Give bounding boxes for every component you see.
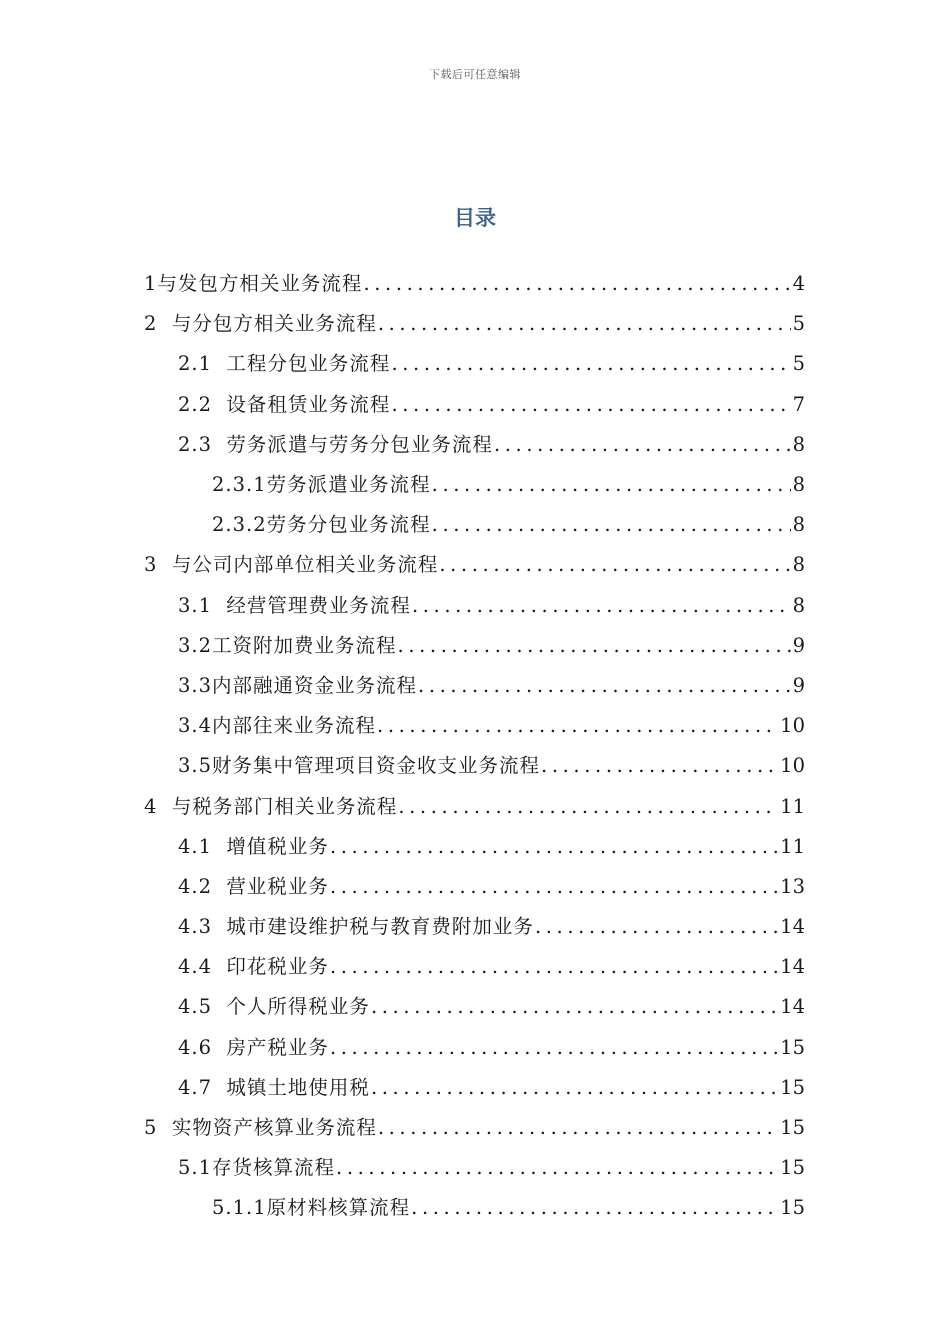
toc-entry-title: 与税务部门相关业务流程	[171, 794, 398, 818]
toc-entry-page-number: 15	[780, 1196, 805, 1220]
toc-dot-leader	[439, 545, 790, 585]
toc-dot-leader	[412, 586, 791, 626]
toc-entry-page-number: 8	[792, 473, 805, 497]
toc-entry-title: 原材料核算流程	[266, 1196, 411, 1220]
toc-entry[interactable]	[0, 264, 950, 304]
toc-dot-leader	[371, 1068, 778, 1108]
toc-entry[interactable]	[0, 586, 950, 626]
toc-entry[interactable]	[0, 505, 950, 545]
toc-entry[interactable]	[0, 867, 950, 907]
toc-entry-page-number: 4	[792, 272, 805, 296]
toc-entry-number: 5	[144, 1116, 172, 1140]
toc-entry-page-number: 5	[792, 352, 805, 376]
toc-entry[interactable]	[0, 746, 950, 786]
toc-dot-leader	[330, 1028, 778, 1068]
toc-title: 目录	[454, 206, 496, 230]
toc-entry[interactable]	[0, 385, 950, 425]
toc-entry-title: 设备租赁业务流程	[226, 392, 391, 416]
toc-dot-leader	[371, 987, 778, 1027]
toc-entry-title: 工资附加费业务流程	[212, 633, 397, 657]
toc-entry-number: 4.7	[178, 1075, 227, 1099]
toc-entry-number: 4.3	[178, 915, 227, 939]
toc-dot-leader	[535, 907, 778, 947]
toc-entry-title: 增值税业务	[226, 834, 329, 858]
toc-entry[interactable]	[0, 1188, 950, 1228]
toc-entry-number: 4.4	[178, 955, 227, 979]
toc-dot-leader	[391, 385, 790, 425]
toc-entry[interactable]	[0, 1108, 950, 1148]
toc-entry-title: 劳务派遣与劳务分包业务流程	[226, 432, 493, 456]
toc-entry-page-number: 10	[780, 714, 805, 738]
toc-entry-page-number: 9	[792, 673, 805, 697]
toc-entry-title: 个人所得税业务	[226, 995, 370, 1019]
toc-entry-number: 5.1	[178, 1156, 213, 1180]
toc-dot-leader	[330, 867, 778, 907]
toc-entry[interactable]	[0, 786, 950, 826]
toc-entry-page-number: 15	[780, 1116, 805, 1140]
toc-dot-leader	[398, 787, 778, 827]
toc-dot-leader	[377, 706, 778, 746]
toc-entry[interactable]	[0, 907, 950, 947]
toc-dot-leader	[541, 746, 778, 786]
toc-dot-leader	[391, 344, 790, 384]
toc-entry-page-number: 14	[780, 955, 805, 979]
toc-dot-leader	[336, 1148, 778, 1188]
toc-entry-title: 房产税业务	[226, 1035, 329, 1059]
toc-entry[interactable]	[0, 344, 950, 384]
toc-entry-title: 存货核算流程	[212, 1156, 336, 1180]
toc-entry-title: 城市建设维护税与教育费附加业务	[226, 915, 534, 939]
toc-entry-page-number: 15	[780, 1035, 805, 1059]
toc-entry[interactable]	[0, 304, 950, 344]
toc-entry-number: 2.3.1	[212, 473, 267, 497]
table-of-contents	[0, 264, 950, 1229]
toc-entry-page-number: 5	[792, 312, 805, 336]
toc-entry-number: 3.4	[178, 714, 213, 738]
toc-entry-page-number: 13	[780, 874, 805, 898]
toc-entry[interactable]	[0, 465, 950, 505]
toc-entry-page-number: 14	[780, 995, 805, 1019]
toc-entry-number: 4	[144, 794, 172, 818]
toc-entry-page-number: 8	[792, 593, 805, 617]
toc-entry-title: 劳务分包业务流程	[266, 513, 431, 537]
toc-entry-title: 实物资产核算业务流程	[171, 1116, 377, 1140]
toc-entry-number: 4.6	[178, 1035, 227, 1059]
toc-entry-title: 工程分包业务流程	[226, 352, 391, 376]
toc-dot-leader	[411, 1188, 778, 1228]
page-header-note: 下载后可任意编辑	[429, 68, 521, 81]
toc-entry[interactable]	[0, 626, 950, 666]
toc-entry-number: 1	[144, 272, 158, 296]
toc-entry-page-number: 11	[780, 794, 805, 818]
toc-dot-leader	[363, 264, 790, 304]
toc-entry-title: 城镇土地使用税	[226, 1075, 370, 1099]
toc-entry-title: 财务集中管理项目资金收支业务流程	[212, 754, 541, 778]
toc-entry-page-number: 15	[780, 1075, 805, 1099]
toc-entry-page-number: 9	[792, 633, 805, 657]
toc-entry-number: 2.2	[178, 392, 227, 416]
toc-entry-number: 3.2	[178, 633, 213, 657]
toc-entry-page-number: 14	[780, 915, 805, 939]
toc-entry-number: 4.1	[178, 834, 227, 858]
toc-entry[interactable]	[0, 1148, 950, 1188]
toc-entry[interactable]	[0, 987, 950, 1027]
toc-dot-leader	[378, 1108, 778, 1148]
toc-entry-number: 3.1	[178, 593, 227, 617]
toc-entry-number: 3.3	[178, 673, 213, 697]
toc-entry-page-number: 8	[792, 553, 805, 577]
toc-entry[interactable]	[0, 706, 950, 746]
toc-entry-page-number: 15	[780, 1156, 805, 1180]
toc-entry-number: 2	[144, 312, 172, 336]
toc-dot-leader	[494, 425, 791, 465]
toc-entry[interactable]	[0, 425, 950, 465]
toc-entry-number: 2.3	[178, 432, 227, 456]
toc-entry[interactable]	[0, 1028, 950, 1068]
toc-dot-leader	[398, 626, 791, 666]
toc-entry-title: 印花税业务	[226, 955, 329, 979]
toc-entry[interactable]	[0, 947, 950, 987]
toc-entry-title: 与发包方相关业务流程	[157, 272, 363, 296]
toc-entry[interactable]	[0, 666, 950, 706]
toc-dot-leader	[330, 827, 778, 867]
toc-dot-leader	[432, 505, 791, 545]
toc-entry[interactable]	[0, 827, 950, 867]
toc-entry-page-number: 7	[792, 392, 805, 416]
toc-entry-page-number: 8	[792, 513, 805, 537]
toc-dot-leader	[330, 947, 778, 987]
toc-dot-leader	[418, 666, 791, 706]
toc-entry-title: 劳务派遣业务流程	[266, 473, 431, 497]
toc-entry[interactable]	[0, 1068, 950, 1108]
toc-entry-title: 与分包方相关业务流程	[171, 312, 377, 336]
toc-entry-number: 2.3.2	[212, 513, 267, 537]
toc-entry-number: 2.1	[178, 352, 227, 376]
toc-entry-page-number: 10	[780, 754, 805, 778]
toc-entry-number: 3.5	[178, 754, 213, 778]
toc-entry-title: 内部融通资金业务流程	[212, 673, 418, 697]
toc-dot-leader	[378, 304, 791, 344]
toc-entry-page-number: 8	[792, 432, 805, 456]
toc-entry-number: 3	[144, 553, 172, 577]
toc-entry-title: 内部往来业务流程	[212, 714, 377, 738]
toc-dot-leader	[432, 465, 791, 505]
toc-entry-title: 与公司内部单位相关业务流程	[171, 553, 439, 577]
toc-entry-number: 5.1.1	[212, 1196, 267, 1220]
toc-entry-number: 4.5	[178, 995, 227, 1019]
toc-entry-title: 经营管理费业务流程	[226, 593, 411, 617]
toc-entry-number: 4.2	[178, 874, 227, 898]
toc-entry[interactable]	[0, 545, 950, 585]
toc-entry-title: 营业税业务	[226, 874, 329, 898]
toc-entry-page-number: 11	[780, 834, 805, 858]
